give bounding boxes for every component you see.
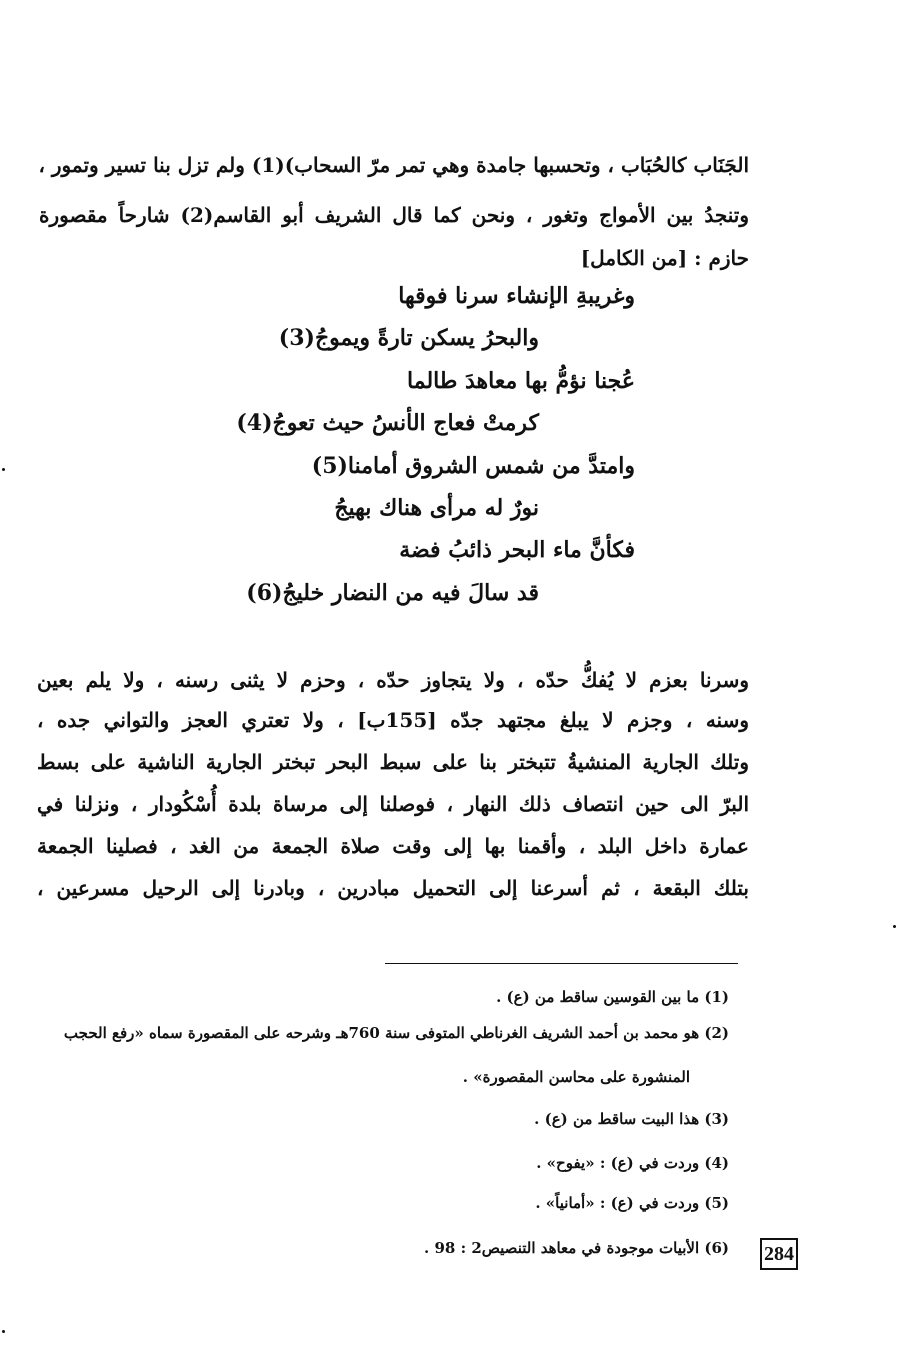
verse-6: نورٌ له مرأى هناك بهيجُ — [334, 495, 539, 521]
footnote-3: (3) هذا البيت ساقط من (ع) . — [534, 1110, 729, 1128]
footnote-2: (2) هو محمد بن أحمد الشريف الغرناطي المتوفى سنة 760هـ وشرحه على المقصورة سماه «رفع الحجب — [63, 1024, 729, 1042]
scan-speck — [2, 1330, 5, 1333]
footnote-1: (1) ما بين القوسين ساقط من (ع) . — [496, 988, 729, 1006]
body-line-1: وسرنا بعزم لا يُفكُّ حدّه ، ولا يتجاوز حدّه ، وحزم لا يثنى رسنه ، ولا يلم بعين — [37, 668, 749, 692]
footnote-separator — [385, 963, 738, 964]
intro-line-3: حازم : [من الكامل] — [580, 246, 749, 270]
verse-2: والبحرُ يسكن تارةً ويموجُ(3) — [278, 325, 539, 351]
footnote-5: (5) وردت في (ع) : «أمانياً» . — [535, 1194, 729, 1212]
scan-speck — [893, 925, 896, 928]
body-line-4: البرّ الى حين انتصاف ذلك النهار ، فوصلنا إلى مرساة بلدة أُسْكُودار ، ونزلنا في — [37, 792, 749, 816]
intro-line-2: وتنجدُ بين الأمواج وتغور ، ونحن كما قال الشريف أبو القاسم(2) شارحاً مقصورة — [39, 203, 749, 227]
body-line-2: وسنه ، وجزم لا يبلغ مجتهد جدّه [155ب] ، ولا تعتري العجز والتواني جده ، — [37, 708, 750, 732]
body-line-5: عمارة داخل البلد ، وأقمنا بها إلى وقت صلاة الجمعة من الغد ، فصلينا الجمعة — [37, 834, 749, 858]
verse-7: فكأنَّ ماء البحر ذائبُ فضة — [399, 537, 635, 563]
footnote-4: (4) وردت في (ع) : «يفوح» . — [536, 1154, 729, 1172]
page-number: 284 — [760, 1238, 798, 1270]
intro-line-1: الجَنَاب كالحُبَاب ، وتحسبها جامدة وهي تمر مرّ السحاب)(1) ولم تزل بنا تسير وتمور ، — [38, 153, 749, 177]
footnote-6: (6) الأبيات موجودة في معاهد التنصيص2 : 98 . — [424, 1239, 729, 1257]
verse-8: قد سالَ فيه من النضار خليجُ(6) — [246, 580, 539, 606]
verse-5: وامتدَّ من شمس الشروق أمامنا(5) — [311, 453, 635, 479]
body-line-3: وتلك الجارية المنشيةُ تتبختر بنا على سبط البحر تبختر الجارية الناشية على بسط — [37, 750, 749, 774]
verse-4: كرمتْ فعاج الأنسُ حيث تعوجُ(4) — [236, 410, 539, 436]
footnote-2-continued: المنشورة على محاسن المقصورة» . — [462, 1068, 690, 1086]
body-line-6: بتلك البقعة ، ثم أسرعنا إلى التحميل مبادرين ، وبادرنا إلى الرحيل مسرعين ، — [37, 876, 749, 900]
verse-1: وغريبةِ الإنشاء سرنا فوقها — [398, 283, 635, 309]
verse-3: عُجنا نؤمُّ بها معاهدَ طالما — [407, 368, 635, 394]
scan-speck — [2, 468, 5, 471]
